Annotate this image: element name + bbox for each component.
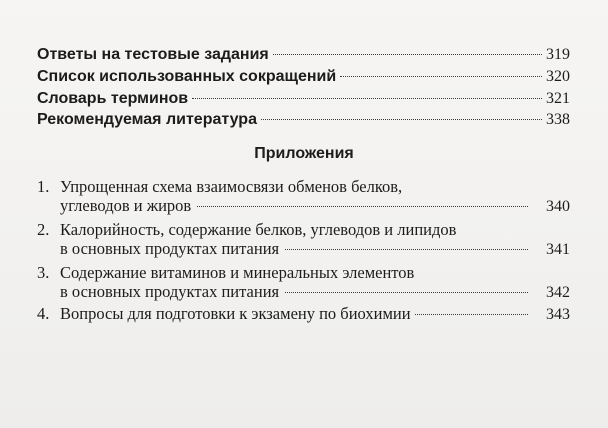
dot-leader bbox=[285, 249, 528, 250]
toc-entry-abbreviations[interactable] bbox=[37, 67, 570, 86]
appendix-item-text: Вопросы для подготовки к экзамену по биохимии bbox=[60, 304, 411, 323]
dot-leader bbox=[273, 54, 542, 55]
toc-entry-literature[interactable] bbox=[37, 110, 570, 129]
appendix-item-number: 4. bbox=[37, 304, 50, 323]
toc-page-number: 340 bbox=[546, 198, 570, 215]
toc-page-number: 321 bbox=[546, 90, 570, 107]
appendix-item-number: 3. bbox=[37, 263, 50, 282]
toc-page-number: 319 bbox=[546, 46, 570, 63]
toc-entry-title: Ответы на тестовые задания bbox=[37, 46, 269, 63]
appendix-item-text-continued: в основных продуктах питания bbox=[60, 282, 280, 301]
appendix-item-text-continued: углеводов и жиров bbox=[60, 196, 192, 215]
toc-page-number: 320 bbox=[546, 68, 570, 85]
appendix-item-text: Калорийность, содержание белков, углеводов и липидов bbox=[60, 220, 457, 239]
appendix-item-text: Упрощенная схема взаимосвязи обменов белков, bbox=[60, 177, 403, 196]
appendix-item-number: 1. bbox=[37, 177, 50, 196]
appendix-item-4[interactable] bbox=[37, 304, 570, 324]
toc-page-number: 342 bbox=[546, 284, 570, 301]
appendix-heading: Приложения bbox=[254, 145, 354, 162]
appendix-item-3[interactable] bbox=[37, 263, 570, 302]
dot-leader bbox=[285, 292, 528, 293]
appendix-item-number: 2. bbox=[37, 220, 50, 239]
toc-entry-answers[interactable] bbox=[37, 45, 570, 64]
dot-leader bbox=[415, 314, 528, 315]
toc-page-number: 343 bbox=[546, 306, 570, 323]
appendix-item-text: Содержание витаминов и минеральных элементов bbox=[60, 263, 415, 282]
dot-leader bbox=[192, 98, 542, 99]
dot-leader bbox=[197, 206, 528, 207]
toc-entry-glossary[interactable] bbox=[37, 89, 570, 108]
toc-entry-title: Список использованных сокращений bbox=[37, 68, 337, 85]
appendix-item-text-continued: в основных продуктах питания bbox=[60, 239, 280, 258]
dot-leader bbox=[261, 119, 542, 120]
appendix-item-1[interactable] bbox=[37, 177, 570, 216]
dot-leader bbox=[340, 76, 542, 77]
toc-entry-title: Рекомендуемая литература bbox=[37, 111, 257, 128]
appendix-item-2[interactable] bbox=[37, 220, 570, 259]
toc-entry-title: Словарь терминов bbox=[37, 90, 189, 107]
toc-page-number: 341 bbox=[546, 241, 570, 258]
toc-page-number: 338 bbox=[546, 111, 570, 128]
